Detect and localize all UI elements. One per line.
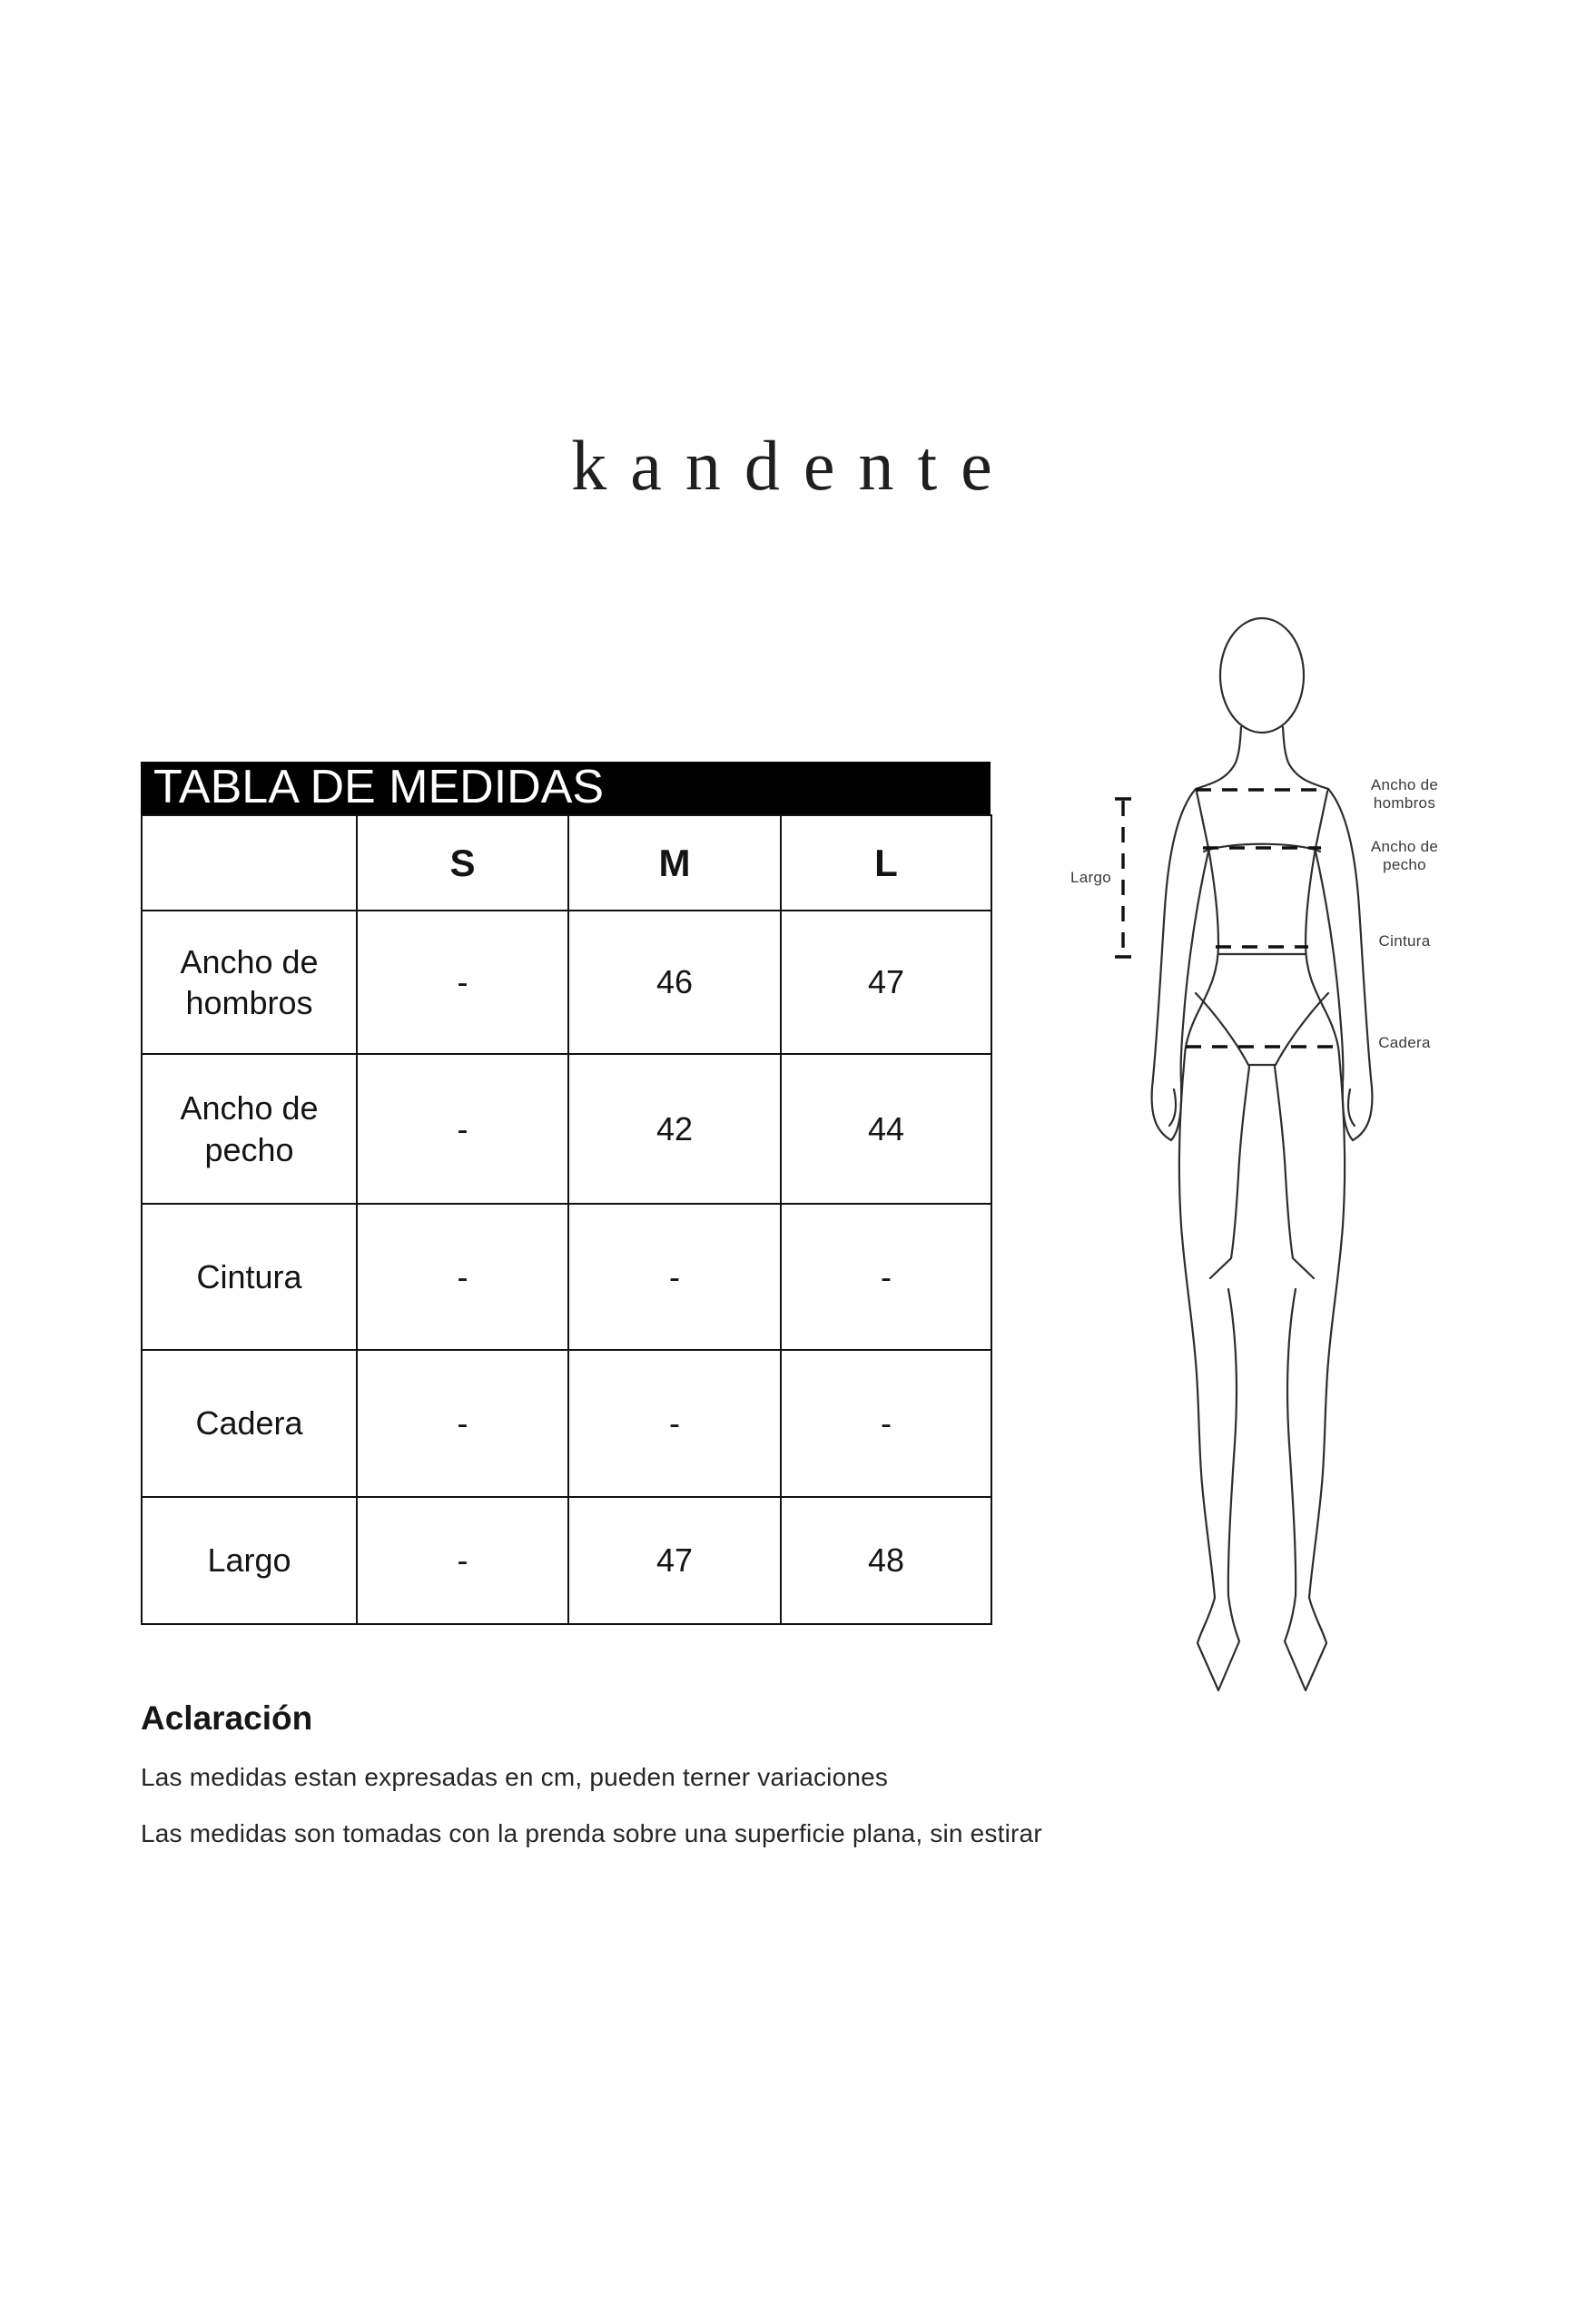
croquis-neck-right <box>1283 727 1328 789</box>
cell-value: - <box>781 1204 991 1350</box>
size-table <box>141 762 991 1625</box>
cell-value: - <box>781 1350 991 1497</box>
cell-value: - <box>357 1497 568 1624</box>
croquis-bikini-right <box>1276 993 1328 1065</box>
cell-value: 47 <box>568 1497 781 1624</box>
note-line: Las medidas estan expresadas en cm, pueden terner variaciones <box>141 1763 889 1791</box>
figure-label-line: Ancho de <box>1370 838 1439 855</box>
croquis-thumb-left <box>1169 1089 1176 1126</box>
figure-label-line: hombros <box>1373 794 1436 812</box>
table-row <box>142 1497 991 1624</box>
table-row <box>142 1350 991 1497</box>
cell-value: - <box>357 1204 568 1350</box>
corner-cell <box>142 815 357 911</box>
croquis-bikini-left <box>1196 993 1248 1065</box>
croquis-neck-left <box>1196 727 1241 789</box>
table-row <box>142 911 991 1054</box>
croquis-leg-right-outer <box>1309 1055 1345 1598</box>
cell-value: 48 <box>781 1497 991 1624</box>
cell-value: 42 <box>568 1054 781 1204</box>
figure-label-ancho-hombros <box>1359 776 1450 812</box>
croquis-thigh-right-inner <box>1275 1067 1314 1278</box>
note-line: Las medidas son tomadas con la prenda sobre una superficie plana, sin estirar <box>141 1819 1042 1847</box>
figure-label-cadera: Cadera <box>1378 1034 1431 1051</box>
figure-label-line: Ancho de <box>1370 776 1439 793</box>
figure-label-cintura: Cintura <box>1378 932 1431 950</box>
column-header-l: L <box>781 815 991 911</box>
croquis-thumb-right <box>1348 1089 1355 1126</box>
croquis-foot-right <box>1285 1596 1326 1690</box>
table-row <box>142 1054 991 1204</box>
croquis-head <box>1220 618 1304 733</box>
row-label: Cintura <box>142 1204 357 1350</box>
croquis-foot-left <box>1198 1596 1239 1690</box>
table-row <box>142 1204 991 1350</box>
croquis-leg-left-outer <box>1179 1055 1215 1598</box>
cell-value: 46 <box>568 911 781 1054</box>
croquis-armhole-left <box>1197 792 1208 848</box>
croquis-thigh-left-inner <box>1210 1067 1249 1278</box>
cell-value: 47 <box>781 911 991 1054</box>
figure-label-ancho-pecho <box>1359 838 1450 874</box>
row-label: Cadera <box>142 1350 357 1497</box>
measurements-table <box>141 814 992 1625</box>
figure-label-line: pecho <box>1383 856 1426 873</box>
size-table-title-bar: TABLA DE MEDIDAS <box>141 762 991 814</box>
column-header-m: M <box>568 815 781 911</box>
figure-label-largo: Largo <box>1070 869 1111 886</box>
cell-value: 44 <box>781 1054 991 1204</box>
row-label: Ancho de hombros <box>142 911 357 1054</box>
croquis-calf-left-inner <box>1228 1289 1237 1596</box>
croquis-calf-right-inner <box>1287 1289 1296 1596</box>
cell-value: - <box>568 1204 781 1350</box>
body-measurement-figure <box>1044 599 1462 1707</box>
row-label: Ancho de pecho <box>142 1054 357 1204</box>
brand-title: kandente <box>571 426 1016 505</box>
cell-value: - <box>357 1350 568 1497</box>
notes-heading: Aclaración <box>141 1699 313 1737</box>
croquis-armhole-right <box>1316 792 1327 848</box>
cell-value: - <box>568 1350 781 1497</box>
cell-value: - <box>357 1054 568 1204</box>
column-header-s: S <box>357 815 568 911</box>
row-label: Largo <box>142 1497 357 1624</box>
table-header-row <box>142 815 991 911</box>
cell-value: - <box>357 911 568 1054</box>
